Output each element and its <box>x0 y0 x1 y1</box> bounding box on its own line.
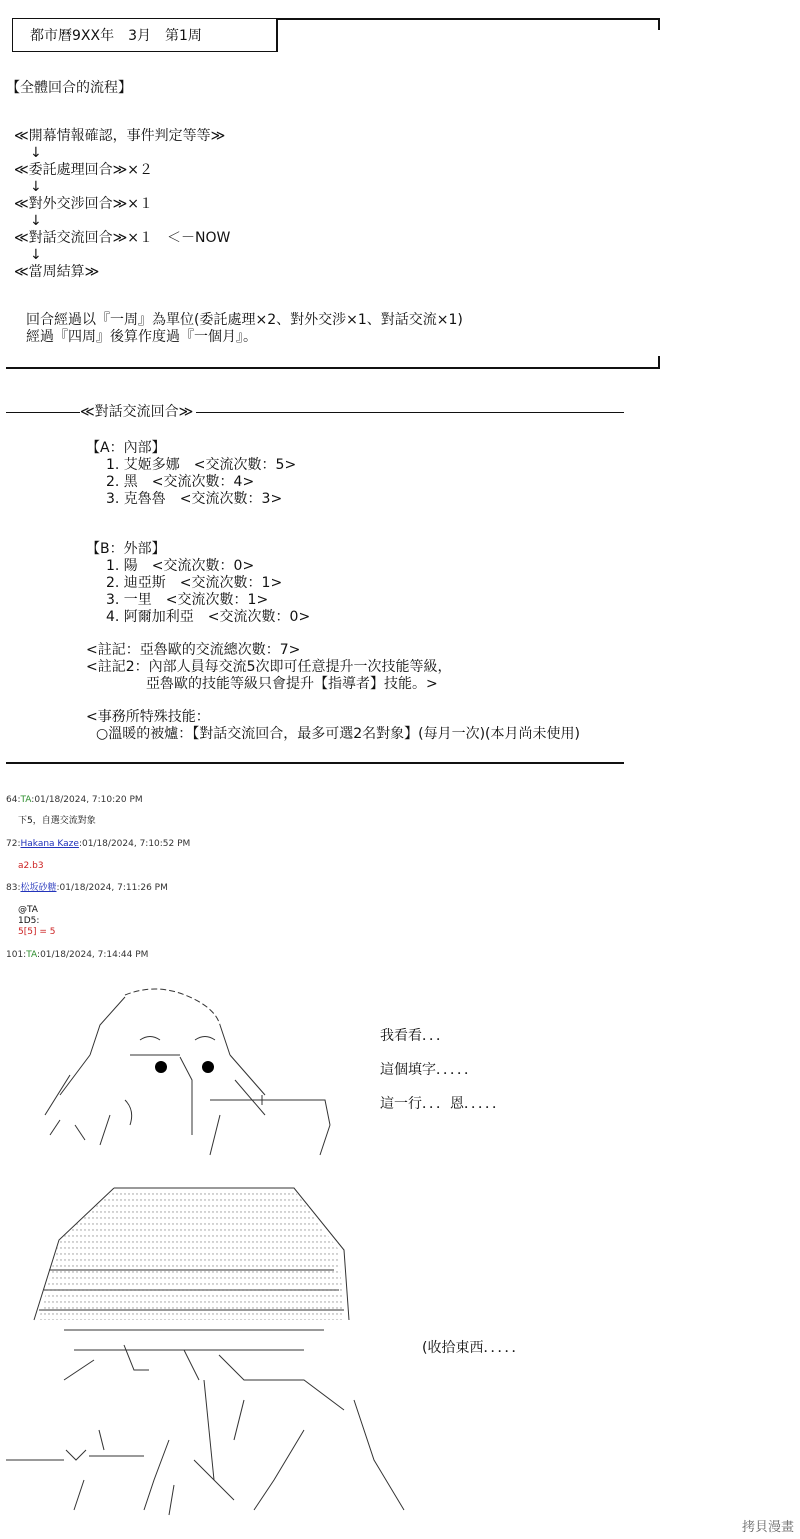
special-skill-line: ○溫暖的被爐：【對話交流回合，最多可選2名對象】(每月一次)(本月尚未使用) <box>96 726 580 742</box>
dialogue-line: 這一行．．．恩．．．．． <box>380 1096 506 1112</box>
note-skill-rule: <註記2：內部人員每交流5次即可任意提升一次技能等級， <box>86 659 452 675</box>
post-body: 下5，自選交流對象 <box>18 816 96 826</box>
post-author-link[interactable]: Hakana Kaze <box>20 839 79 849</box>
down-arrow: ↓ <box>30 247 42 263</box>
flow-note: 經過『四周』後算作度過『一個月』。 <box>26 329 257 345</box>
group-a-item: 3. 克魯魯 <交流次數：3> <box>106 491 283 507</box>
post-header <box>6 950 148 961</box>
section-rule-left <box>6 412 80 413</box>
post-header <box>6 795 143 806</box>
post-number: 72: <box>6 839 21 849</box>
post-body: a2.b3 <box>18 861 44 871</box>
group-a-item: 1. 艾姬多娜 <交流次數：5> <box>106 457 297 473</box>
box-bottom-left <box>12 51 278 52</box>
flow-step: ≪對外交涉回合≫×１ <box>14 196 154 212</box>
group-b-item: 3. 一里 <交流次數：1> <box>106 592 269 608</box>
post-date: :01/18/2024, 7:10:52 PM <box>78 839 191 849</box>
section-end-rule <box>6 762 624 764</box>
dialogue-line: 我看看．．． <box>380 1028 450 1044</box>
down-arrow: ↓ <box>30 213 42 229</box>
post-number: 101: <box>6 950 27 960</box>
group-a-item: 2. 黑 <交流次數：4> <box>106 474 255 490</box>
post-author: TA <box>26 950 38 960</box>
post-date: :01/18/2024, 7:14:44 PM <box>37 950 149 960</box>
ascii-art-kotatsu <box>4 1180 414 1520</box>
post-date: :01/18/2024, 7:11:26 PM <box>56 883 168 893</box>
group-b-item: 4. 阿爾加利亞 <交流次數：0> <box>106 609 311 625</box>
flow-step-current: ≪對話交流回合≫×１ ＜－NOW <box>14 230 231 246</box>
group-b-title: 【B：外部】 <box>86 541 166 557</box>
post-number: 64: <box>6 795 21 805</box>
watermark: 拷貝漫畫 <box>741 1520 794 1535</box>
dialogue-line: (收拾東西．．．．． <box>422 1340 526 1356</box>
box-corner-right <box>658 18 660 30</box>
eye-right-icon <box>202 1061 214 1073</box>
flow-step: ≪開幕情報確認，事件判定等等≫ <box>14 128 226 144</box>
post-body: 1D5: <box>18 916 40 926</box>
flow-note: 回合經過以『一周』為單位(委託處理×2、對外交涉×1、對話交流×1) <box>26 312 463 328</box>
box-top-right <box>278 18 660 20</box>
note-skill-rule-cont: 亞魯歐的技能等級只會提升【指導者】技能。> <box>146 676 438 692</box>
post-date: :01/18/2024, 7:10:20 PM <box>31 795 143 805</box>
box-divider <box>276 18 278 52</box>
flow-title: 【全體回合的流程】 <box>6 80 132 96</box>
post-header <box>6 839 190 850</box>
special-skill-title: <事務所特殊技能： <box>86 709 210 725</box>
post-number: 83: <box>6 883 21 893</box>
down-arrow: ↓ <box>30 179 42 195</box>
section-title: ≪對話交流回合≫ <box>80 404 194 420</box>
box-left <box>12 18 13 52</box>
post-author-link[interactable]: 松坂砂糖 <box>20 883 57 893</box>
eye-left-icon <box>155 1061 167 1073</box>
group-b-item: 2. 迪亞斯 <交流次數：1> <box>106 575 283 591</box>
flow-step: ≪委託處理回合≫×２ <box>14 162 154 178</box>
post-header <box>6 883 168 894</box>
box-top-left <box>12 18 276 19</box>
post-body: @TA <box>18 905 38 915</box>
flow-step: ≪當周結算≫ <box>14 264 100 280</box>
note-total: <註記：亞魯歐的交流總次數：7> <box>86 642 301 658</box>
dice-result: 5[5] = 5 <box>18 927 56 937</box>
date-label: 都市曆9XX年 3月 第1周 <box>30 28 202 44</box>
down-arrow: ↓ <box>30 145 42 161</box>
ascii-art-head <box>30 985 340 1160</box>
dialogue-line: 這個填字．．．．． <box>380 1062 478 1078</box>
box-bottom <box>6 367 660 369</box>
group-a-title: 【A：內部】 <box>86 440 166 456</box>
post-author: TA <box>20 795 32 805</box>
group-b-item: 1. 陽 <交流次數：0> <box>106 558 255 574</box>
section-rule-right <box>196 412 624 413</box>
